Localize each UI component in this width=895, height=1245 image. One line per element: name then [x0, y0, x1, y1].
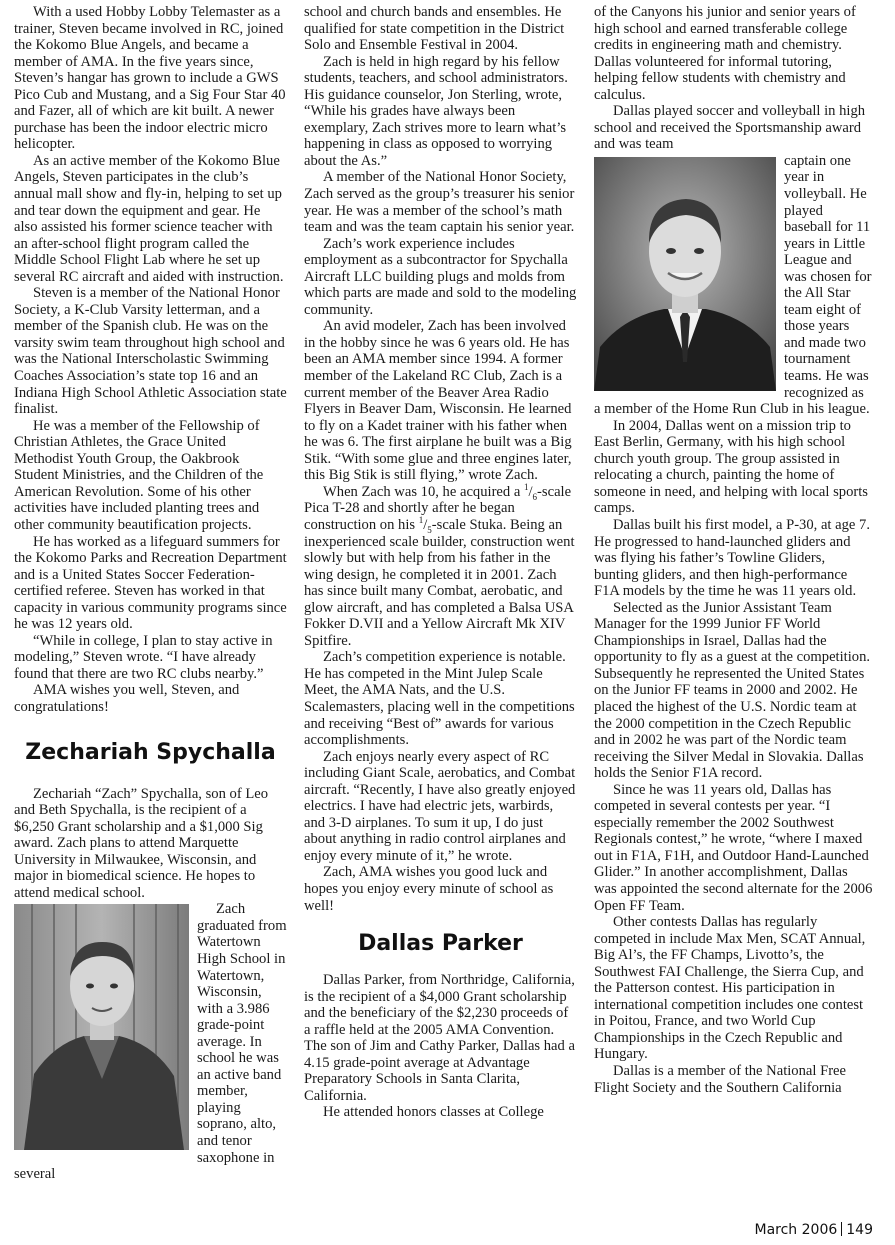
- paragraph: When Zach was 10, he acquired a $^1/_6$-scale Pica T-28 and shortly after he began construction on his $^1/_5$-scale Stuka. Being an inexperienced scale builder, construction went slowly but with help from his father in the wing design, he completed it in 2001. Zach has since built many Combat, aerobatic, and glow aircraft, and has completed a Balsa USA Fokker D.VII and a Yellow Aircraft Mk XIV Spitfire.: [304, 482, 575, 649]
- paragraph: Since he was 11 years old, Dallas has competed in several contests per year. “I especially remember the 2002 Southwest Regionals contest,” he wrote, “where I maxed out in F1A, F1H, and Outdoor Hand-Launched Glider.” In another accomplishment, Dallas was appointed the second alternate for the 2006 Open FF Team.: [594, 781, 873, 914]
- text-run: -scale Stuka. Being an inexperienced scale builder, construction went slowly but with help from his father in the wing design, he completed it in 2001. Zach has since built many Combat, aerobatic, and glow aircraft, and has completed a Balsa USA Fokker D.VII and a Yellow Aircraft Mk XIV Spitfire.: [304, 516, 575, 649]
- paragraph: Dallas Parker, from Northridge, California, is the recipient of a $4,000 Grant scholarship and the beneficiary of the $2,230 proceeds of a raffle held at the 2005 AMA Convention. The son of Jim and Cathy Parker, Dallas had a 4.15 grade-point average at Advantage Preparatory Schools in Santa Clarita, California.: [304, 972, 575, 1104]
- paragraph: With a used Hobby Lobby Telemaster as a trainer, Steven became involved in RC, joined the Kokomo Blue Angels, and became a member of AMA. In the five years since, Steven’s hangar has grown to include a GWS Pico Cub and Mustang, and a Sig Four Star 40 and Fazer, all of which are kit built. A newer purchase has been the indoor electric micro helicopter.: [14, 4, 286, 153]
- paragraph: Zach is held in high regard by his fellow students, teachers, and school administrators. His guidance counselor, Jon Sterling, wrote, “While his grades have always been exemplary, Zach strives more to learn what’s happening in class as opposed to worrying about the As.”: [304, 53, 568, 169]
- paragraph: “While in college, I plan to stay active in modeling,” Steven wrote. “I have already found that there are two RC clubs nearby.”: [14, 632, 273, 682]
- paragraph: Dallas played soccer and volleyball in high school and received the Sportsmanship award and was team: [594, 103, 866, 153]
- text-run: -scale Pica T-28 and shortly after he began construction on his: [304, 483, 572, 533]
- column-1: [14, 4, 287, 1183]
- portrait-photo: [14, 904, 189, 1150]
- fraction-numerator: 1: [418, 515, 424, 526]
- paragraph: An avid modeler, Zach has been involved in the hobby since he was 6 years old. He has been an AMA member since 1994. A former member of the Lakeland RC Club, Zach is a current member of the Beaver Area Radio Flyers in Beaver Dam, Wisconsin. He learned to fly on a Kadet trainer with his father when he was 6. The first airplane he built was a Big Stik. “With some glue and three engines later, this Big Stik is still flying,” wrote Zach.: [304, 318, 572, 484]
- paragraph: Other contests Dallas has regularly competed in include Max Men, SCAT Annual, Big Al’s, the FF Champs, Livotto’s, the Southwest FAI Challenge, the Sierra Cup, and the Patterson contest. His participation in international competition includes one contest in Poitou, France, and two World Cup Championships in the Czech Republic and Hungary.: [594, 914, 866, 1063]
- paragraph: He has worked as a lifeguard summers for the Kokomo Parks and Recreation Department and is a United States Soccer Federation-certified referee. Steven has worked in that capacity in various community programs since he was 12 years old.: [14, 533, 287, 633]
- paragraph: captain one year in volleyball. He played baseball for 11 years in Little League and was chosen for the All Star team eight of those years and made two tournament teams. He was recognized as a member of the Home Run Club in his league.: [594, 152, 872, 418]
- paragraph: He was a member of the Fellowship of Christian Athletes, the Grace United Methodist Youth Group, the Oakbrook Student Ministries, and the Children of the American Revolution. Some of his other activities have included planting trees and other community beautification projects.: [14, 417, 264, 533]
- footer-divider: [841, 1222, 842, 1236]
- column-2: [304, 4, 577, 1121]
- paragraph: Zach enjoys nearly every aspect of RC including Giant Scale, aerobatics, and Combat aircraft. “Recently, I have also greatly enjoyed electrics. I have had electric jets, warbirds, and 3-D airplanes. To sum it up, I do just about anything in radio control airplanes and enjoy every minute of it,” he wrote.: [304, 748, 576, 864]
- paragraph: A member of the National Honor Society, Zach served as the group’s treasurer his senior year. He was a member of the school’s math team and was the team captain his senior year.: [304, 169, 575, 236]
- text-run: When Zach was 10, he acquired a: [323, 483, 524, 500]
- fraction-numerator: 1: [523, 482, 529, 492]
- paragraph: Selected as the Junior Assistant Team Manager for the 1999 Junior FF World Championships in Israel, Dallas had the opportunity to fly as a guest at the competition. Subsequently he represented the United States on the Junior FF teams in 2000 and 2002. He placed the highest of the U.S. Nordic team at the 2000 competition in the Czech Republic and in 2002 he was part of the Nordic team receiving the Silver Medal in Slovakia. Dallas holds the Senior F1A record.: [594, 599, 871, 782]
- paragraph: Zach’s work experience includes employment as a subcontractor for Spychalla Aircraft LLC building plugs and molds from which parts are made and sold to the modeling community.: [304, 235, 577, 318]
- portrait-photo: [594, 157, 776, 391]
- paragraph: As an active member of the Kokomo Blue Angels, Steven participates in the club’s annual mall show and fly-in, helping to set up and tear down the equipment and gear. He also assisted his former science teacher with an after-school flight program called the Middle School Flight Lab where he set up several RC aircraft and aided with instruction.: [14, 152, 284, 285]
- paragraph: Zach, AMA wishes you good luck and hopes you enjoy every minute of school as well!: [304, 864, 554, 914]
- paragraph: AMA wishes you well, Steven, and congratulations!: [14, 682, 240, 715]
- page-number: 149: [846, 1222, 873, 1238]
- column-3: [594, 4, 873, 1096]
- paragraph: He attended honors classes at College: [323, 1104, 544, 1121]
- photo-dallas-parker: [594, 157, 776, 391]
- heading-dallas-parker: Dallas Parker: [358, 931, 523, 957]
- issue-date: March 2006: [754, 1222, 838, 1238]
- fraction-denominator: 6: [532, 491, 538, 502]
- paragraph: of the Canyons his junior and senior years of high school and earned transferable college credits in engineering math and chemistry. Dallas volunteered for informal tutoring, helping fellow students with chemistry and calculus.: [594, 4, 856, 103]
- photo-zechariah-spychalla: [14, 904, 189, 1150]
- page-footer: [755, 1222, 874, 1238]
- paragraph: Dallas built his first model, a P-30, at age 7. He progressed to hand-launched gliders and was flying his father’s Towline Gliders, bunting gliders, and then high-performance F1A models by the time he was 11 years old.: [594, 516, 870, 600]
- paragraph: Zach’s competition experience is notable. He has competed in the Mint Julep Scale Meet, the AMA Nats, and the U.S. Scalemasters, placing well in the competitions and receiving “Best of” awards for various accomplishments.: [304, 649, 575, 749]
- paragraph: Zechariah “Zach” Spychalla, son of Leo and Beth Spychalla, is the recipient of a $6,250 Grant scholarship and a $1,000 Sig award. Zach plans to attend Marquette University in Milwaukee, Wisconsin, and major in biomedical science. He hopes to attend medical school.: [14, 785, 269, 901]
- paragraph: Zach graduated from Watertown High School in Watertown, Wisconsin, with a 3.986 grade-point average. In school he was an active band member, playing soprano, alto, and tenor saxophone in several: [14, 901, 287, 1183]
- paragraph: Dallas is a member of the National Free Flight Society and the Southern California: [594, 1063, 847, 1096]
- paragraph: In 2004, Dallas went on a mission trip to East Berlin, Germany, with his high school church youth group. The group assisted in relocating a church, painting the home of someone in need, and helping with local sports camps.: [594, 417, 868, 517]
- heading-zechariah-spychalla: Zechariah Spychalla: [25, 739, 276, 765]
- fraction-denominator: 5: [427, 524, 432, 535]
- paragraph: school and church bands and ensembles. He qualified for state competition in the District Solo and Ensemble Festival in 2004.: [304, 4, 565, 54]
- paragraph: Steven is a member of the National Honor Society, a K-Club Varsity letterman, and a member of the Spanish club. He was on the varsity swim team throughout high school and was the National Interscholastic Swimming Coaches Association’s state top 16 and an Indiana High School Athletic Association state finalist.: [14, 285, 287, 418]
